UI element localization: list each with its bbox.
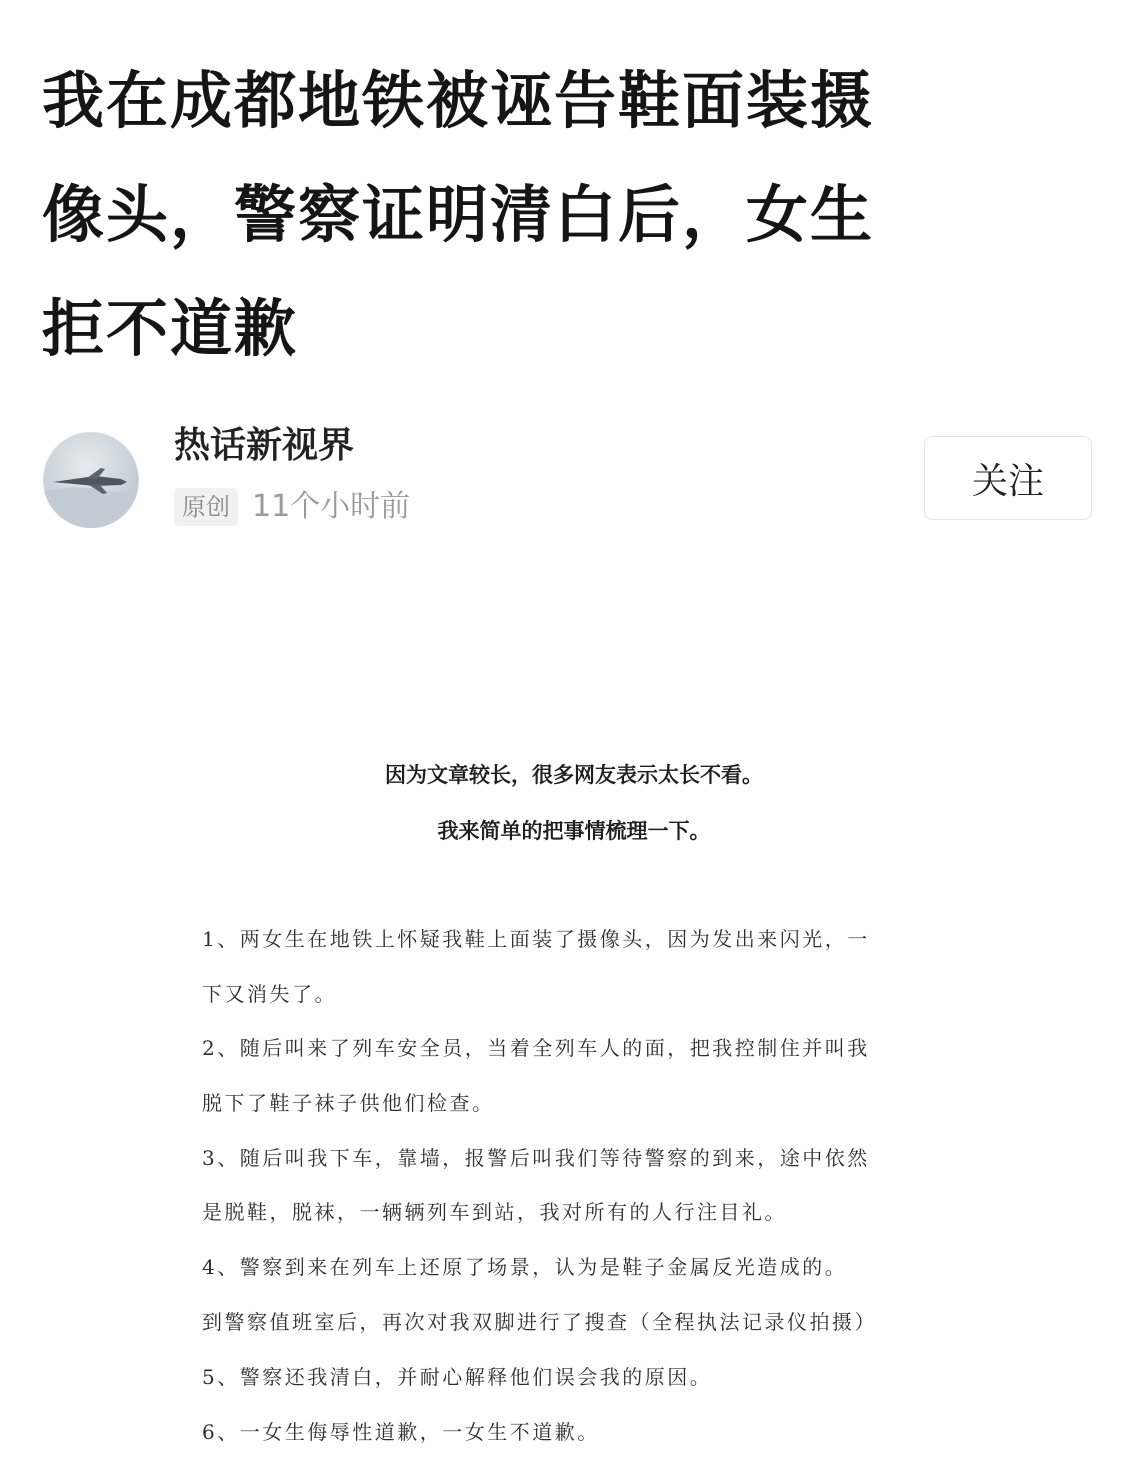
document-line: 5、警察还我清白，并耐心解释他们误会我的原因。 <box>202 1365 713 1389</box>
author-name[interactable]: 热话新视界 <box>174 425 355 466</box>
airplane-icon <box>43 432 139 528</box>
document-line: 4、警察到来在列车上还原了场景，认为是鞋子金属反光造成的。 <box>202 1255 848 1279</box>
document-intro-line: 因为文章较长，很多网友表示太长不看。 <box>385 762 763 787</box>
document-line: 是脱鞋，脱袜，一辆辆列车到站，我对所有的人行注目礼。 <box>202 1200 787 1224</box>
post-meta <box>174 486 410 528</box>
article-title <box>42 44 1042 386</box>
document-line: 2、随后叫来了列车安全员，当着全列车人的面，把我控制住并叫我 <box>202 1036 870 1060</box>
document-line: 脱下了鞋子袜子供他们检查。 <box>202 1091 495 1115</box>
article-title-line: 拒不道歉 <box>42 292 299 365</box>
document-intro-line: 我来简单的把事情梳理一下。 <box>437 818 711 843</box>
document-image <box>0 560 1148 1459</box>
follow-button[interactable]: 关注 <box>924 436 1092 520</box>
document-line: 下又消失了。 <box>202 982 337 1006</box>
post-time: 11个小时前 <box>252 489 411 524</box>
document-line: 3、随后叫我下车，靠墙，报警后叫我们等待警察的到来，途中依然 <box>202 1146 870 1170</box>
article-title-line: 像头，警察证明清白后，女生 <box>42 178 875 251</box>
document-line: 到警察值班室后，再次对我双脚进行了搜查（全程执法记录仪拍摄） <box>202 1310 877 1334</box>
document-line: 1、两女生在地铁上怀疑我鞋上面装了摄像头，因为发出来闪光，一 <box>202 927 870 951</box>
original-badge: 原创 <box>174 488 238 526</box>
author-avatar[interactable] <box>43 432 139 528</box>
document-line: 6、一女生侮辱性道歉，一女生不道歉。 <box>202 1420 600 1444</box>
article-title-line: 我在成都地铁被诬告鞋面装摄 <box>42 64 875 137</box>
